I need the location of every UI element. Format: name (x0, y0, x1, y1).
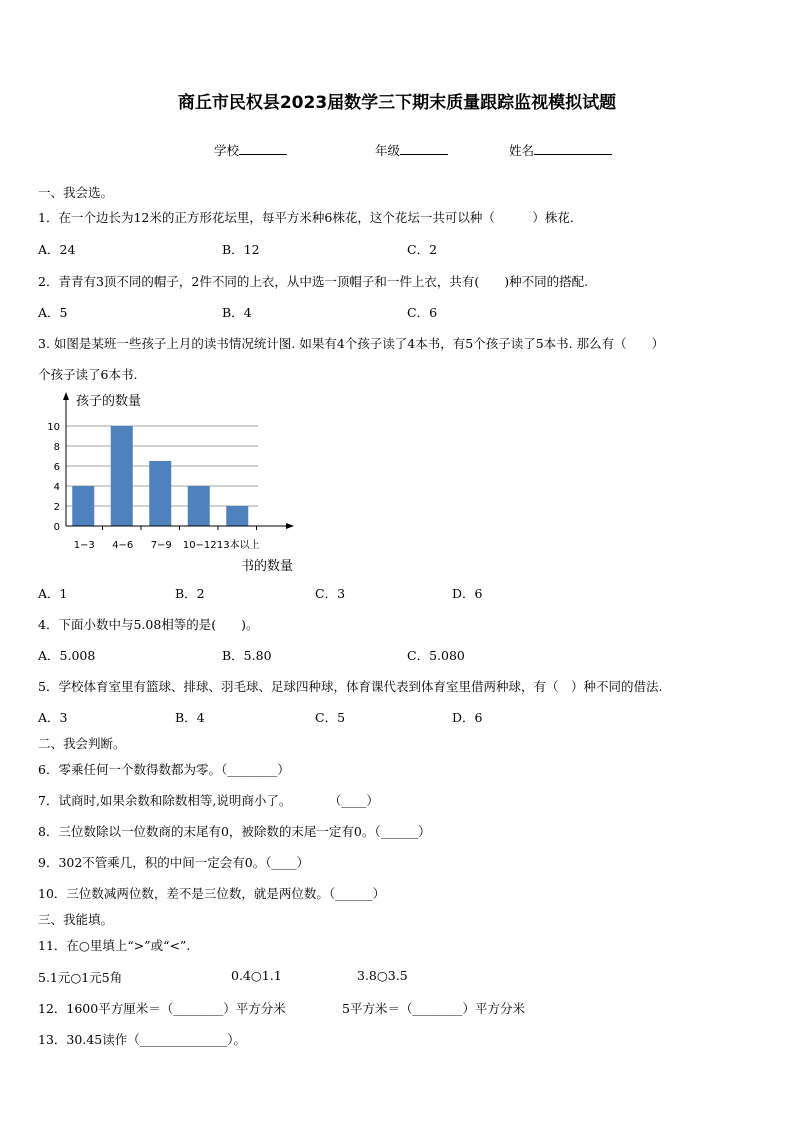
question-13: 13．30.45读作（______________）。 (38, 1032, 246, 1047)
question-5: 5．学校体育室里有篮球、排球、羽毛球、足球四种球，体育课代表到体育室里借两种球，有（ ）种不同的借法. (38, 679, 663, 694)
question-9: 9．302不管乘几，积的中间一定会有0。（____） (38, 855, 310, 870)
q1-option-a: A．24 (38, 242, 76, 257)
question-12-part-b: 5平方米＝（________）平方分米 (342, 1001, 525, 1016)
grade-label: 年级 (375, 143, 401, 158)
x-tick-label: 13本以上 (216, 540, 260, 551)
q2-option-a: A．5 (38, 305, 68, 320)
section-3-heading: 三、我能填。 (38, 912, 114, 927)
q4-option-a: A．5.008 (38, 648, 96, 663)
q3-option-c: C．3 (315, 586, 346, 601)
x-tick-label: 10−12 (182, 540, 217, 551)
page-title: 商丘市民权县2023届数学三下期末质量跟踪监视模拟试题 (177, 93, 617, 113)
x-axis-arrow (286, 523, 294, 529)
q4-option-b: B．5.80 (222, 648, 272, 663)
q5-option-d: D．6 (452, 710, 483, 725)
question-7: 7．试商时,如果余数和除数相等,说明商小了。 （____） (38, 793, 379, 808)
x-tick-label: 1−3 (73, 540, 95, 551)
q3-option-b: B．2 (175, 586, 205, 601)
bar (111, 426, 133, 526)
question-2: 2．青青有3顶不同的帽子，2件不同的上衣，从中选一顶帽子和一件上衣，共有( )种不同的搭配. (38, 274, 589, 289)
x-axis-label: 书的数量 (240, 559, 294, 574)
y-tick-label: 2 (53, 502, 60, 513)
x-tick-label: 4−6 (112, 540, 134, 551)
y-tick-label: 0 (53, 522, 60, 533)
question-3-line-2: 个孩子读了6本书. (38, 367, 138, 382)
q5-option-b: B．4 (175, 710, 205, 725)
q5-option-a: A．3 (38, 710, 68, 725)
q1-option-c: C．2 (407, 242, 438, 257)
question-6: 6．零乘任何一个数得数都为零。（________） (38, 762, 290, 777)
bar (72, 486, 94, 526)
bar (188, 486, 210, 526)
y-tick-label: 10 (47, 422, 60, 433)
name-field (509, 141, 612, 159)
question-3-line-1: 3. 如图是某班一些孩子上月的读书情况统计图. 如果有4个孩子读了4本书，有5个孩子读了5本书. 那么有（ ） (38, 336, 665, 351)
q3-option-a: A．1 (38, 586, 68, 601)
q11-item-3: 3.8○3.5 (357, 968, 408, 983)
grade-blank (400, 142, 448, 155)
question-4: 4．下面小数中与5.08相等的是( )。 (38, 617, 259, 632)
question-10: 10．三位数减两位数，差不是三位数，就是两位数。（______） (38, 886, 386, 901)
y-tick-label: 4 (53, 482, 60, 493)
y-axis-arrow (63, 392, 69, 400)
school-blank (239, 142, 287, 155)
q2-option-b: B．4 (222, 305, 252, 320)
q2-option-c: C．6 (407, 305, 438, 320)
question-1: 1．在一个边长为12米的正方形花坛里，每平方米种6株花，这个花坛一共可以种（ ）株花. (38, 210, 574, 225)
x-tick-label: 7−9 (150, 540, 172, 551)
name-blank (534, 142, 612, 155)
q11-item-2: 0.4○1.1 (231, 968, 282, 983)
q3-option-d: D．6 (452, 586, 483, 601)
section-1-heading: 一、我会选。 (38, 185, 114, 200)
grade-field (375, 141, 448, 159)
section-2-heading: 二、我会判断。 (38, 736, 126, 751)
bar (149, 461, 171, 526)
bar-chart (40, 388, 300, 578)
q11-item-1: 5.1元○1元5角 (38, 970, 123, 985)
question-11: 11．在○里填上“>”或“<”. (38, 938, 191, 953)
question-8: 8．三位数除以一位数商的末尾有0，被除数的末尾一定有0。（______） (38, 824, 431, 839)
bar (226, 506, 248, 526)
school-label: 学校 (214, 143, 240, 158)
school-field (214, 141, 287, 159)
question-12-part-a: 12．1600平方厘米＝（________）平方分米 (38, 1001, 286, 1016)
name-label: 姓名 (509, 143, 535, 158)
y-tick-label: 8 (53, 442, 60, 453)
y-axis-label: 孩子的数量 (76, 394, 142, 409)
q5-option-c: C．5 (315, 710, 346, 725)
y-tick-label: 6 (53, 462, 60, 473)
q4-option-c: C．5.080 (407, 648, 465, 663)
q1-option-b: B．12 (222, 242, 260, 257)
